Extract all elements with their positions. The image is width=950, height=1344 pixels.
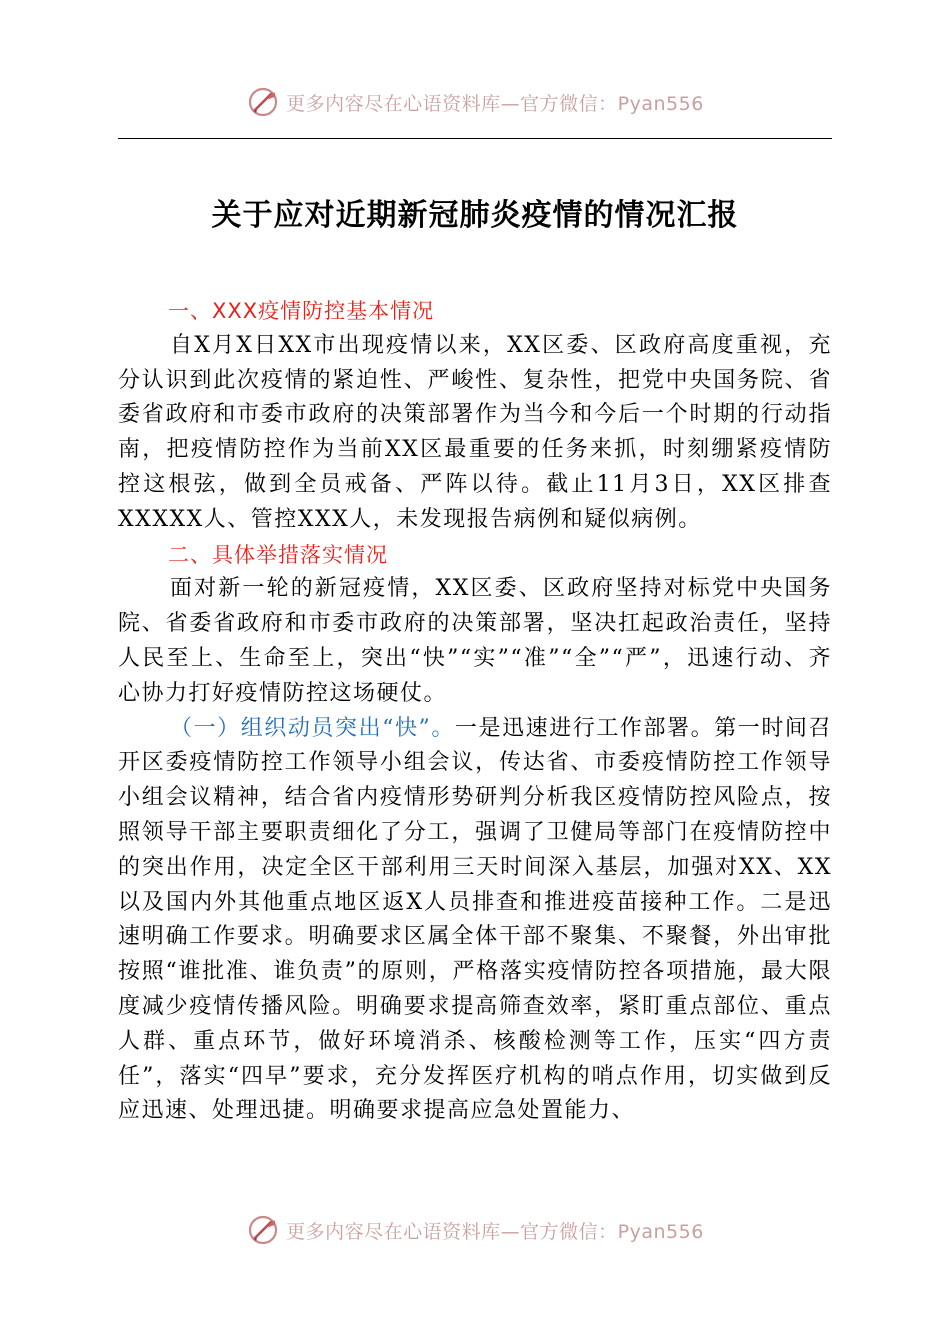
footer-watermark — [0, 1210, 950, 1250]
body-paragraph: 自X月X日XX市出现疫情以来，XX区委、区政府高度重视，充分认识到此次疫情的紧迫性、严峻性、复杂性，把党中央国务院、省委省政府和市委市政府的决策部署作为当今和今后一个时期的行动指南，把疫情防控作为当前XX区最重要的任务来抓，时刻绷紧疫情防控这根弦，做到全员戒备、严阵以待。截止11月3日，XX区排查XXXXX人、管控XXX人，未发现报告病例和疑似病例。 — [118, 332, 832, 532]
watermark-text: 更多内容尽在心语资料库—官方微信：Pyan556 — [286, 1220, 704, 1243]
watermark-text: 更多内容尽在心语资料库—官方微信：Pyan556 — [286, 92, 704, 115]
document-body — [118, 294, 832, 1129]
section-heading: 二、具体举措落实情况 — [168, 542, 388, 567]
header-rule — [118, 138, 832, 139]
quill-pen-seal-icon — [246, 1213, 280, 1247]
body-paragraph: 面对新一轮的新冠疫情，XX区委、区政府坚持对标党中央国务院、省委省政府和市委市政府的决策部署，坚决扛起政治责任，坚持人民至上、生命至上，突出“快”“实”“准”“全”“严”，迅速行动、齐心协力打好疫情防控这场硬仗。 — [118, 576, 832, 706]
subsection-label: （一）组织动员突出“快”。 — [170, 715, 455, 741]
document-title: 关于应对近期新冠肺炎疫情的情况汇报 — [211, 198, 739, 233]
quill-pen-seal-icon — [246, 85, 280, 119]
subsection-text: 一是迅速进行工作部署。第一时间召开区委疫情防控工作领导小组会议，传达省、市委疫情防控工作领导小组会议精神，结合省内疫情形势研判分析我区疫情防控风险点，按照领导干部主要职责细化了分工，强调了卫健局等部门在疫情防控中的突出作用，决定全区干部利用三天时间深入基层，加强对XX、XX以及国内外其他重点地区返X人员排查和推进疫苗接种工作。二是迅速明确工作要求。明确要求区属全体干部不聚集、不聚餐，外出审批按照“谁批准、谁负责”的原则，严格落实疫情防控各项措施，最大限度减少疫情传播风险。明确要求提高筛查效率，紧盯重点部位、重点人群、重点环节，做好环境消杀、核酸检测等工作，压实“四方责任”，落实“四早”要求，充分发挥医疗机构的哨点作用，切实做到反应迅速、处理迅捷。明确要求提高应急处置能力、 — [118, 715, 832, 1124]
section-heading: 一、XXX疫情防控基本情况 — [168, 299, 435, 323]
subsection-paragraph — [118, 712, 832, 1130]
header-watermark — [0, 82, 950, 122]
